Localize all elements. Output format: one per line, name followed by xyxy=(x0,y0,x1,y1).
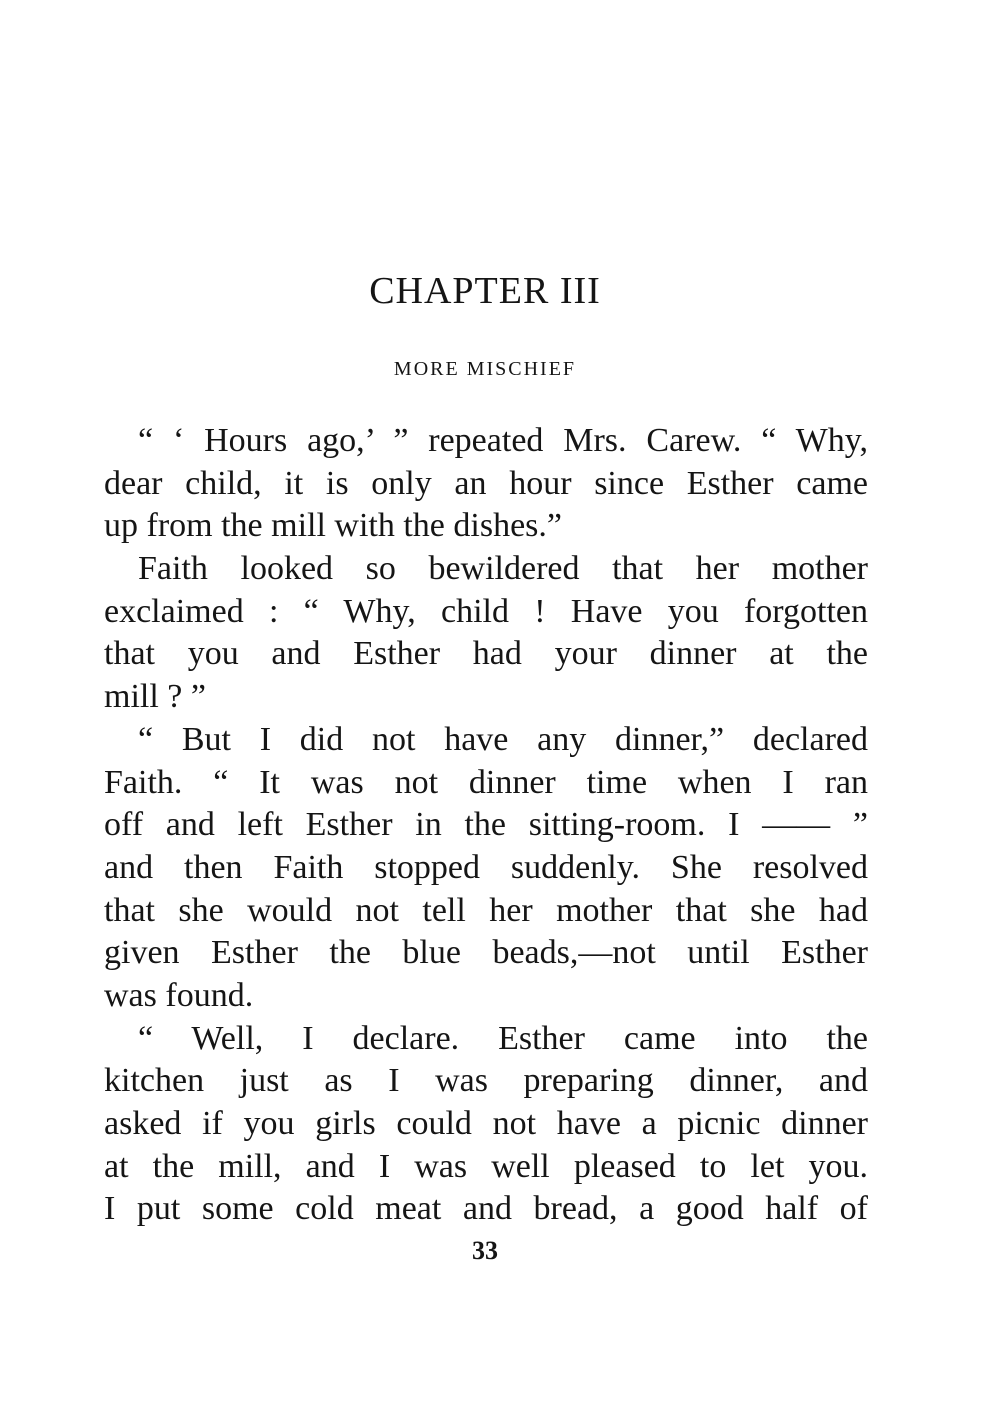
chapter-subtitle: MORE MISCHIEF xyxy=(393,358,577,380)
chapter-title: CHAPTER III xyxy=(369,270,601,312)
text-line: and then Faith stopped suddenly. She resolved xyxy=(104,848,868,886)
page-number: 33 xyxy=(472,1236,498,1265)
text-line: mill ? ” xyxy=(104,678,206,716)
text-line: that she would not tell her mother that she had xyxy=(104,891,868,929)
text-line: Faith looked so bewildered that her mother xyxy=(138,550,868,588)
text-line: asked if you girls could not have a picnic dinner xyxy=(104,1105,868,1142)
text-line: kitchen just as I was preparing dinner, and xyxy=(104,1062,868,1100)
body-text xyxy=(104,420,868,1231)
text-line: at the mill, and I was well pleased to let you. xyxy=(104,1147,868,1185)
text-line: that you and Esther had your dinner at the xyxy=(104,635,868,673)
text-line: given Esther the blue beads,—not until Esther xyxy=(104,934,868,972)
text-line: “ Well, I declare. Esther came into the xyxy=(138,1019,868,1057)
text-line: Faith. “ It was not dinner time when I ran xyxy=(104,763,868,801)
text-line: was found. xyxy=(104,976,254,1014)
text-line: “ But I did not have any dinner,” declared xyxy=(138,720,868,758)
text-line: up from the mill with the dishes.” xyxy=(104,507,562,545)
text-line: dear child, it is only an hour since Esther came xyxy=(104,464,868,502)
text-line: I put some cold meat and bread, a good half of xyxy=(104,1190,868,1228)
text-line: off and left Esther in the sitting-room. I —— ” xyxy=(104,806,868,844)
text-line: “ ‘ Hours ago,’ ” repeated Mrs. Carew. “ Why, xyxy=(138,422,868,459)
text-line: exclaimed : “ Why, child ! Have you forgotten xyxy=(104,592,868,630)
